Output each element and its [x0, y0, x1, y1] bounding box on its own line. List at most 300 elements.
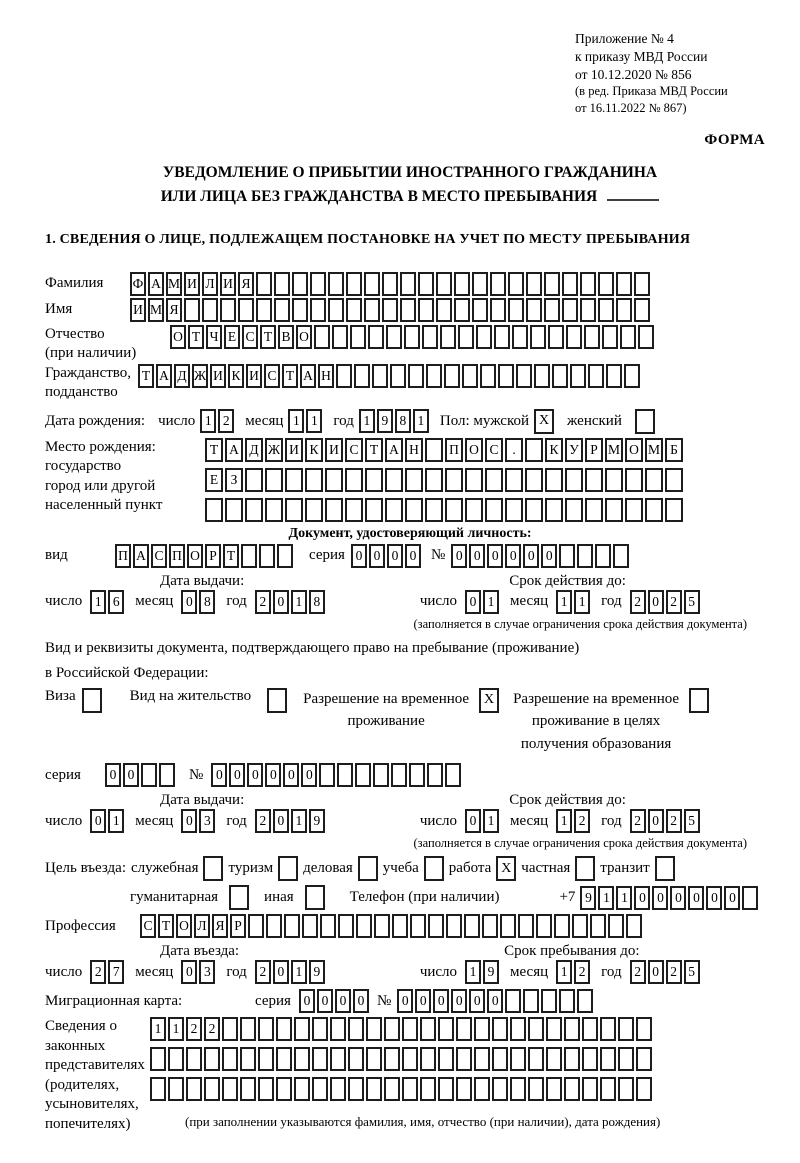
char-cell[interactable] [474, 1017, 490, 1041]
char-cell[interactable]: В [278, 325, 294, 349]
char-cell[interactable]: 2 [630, 960, 646, 984]
char-cell[interactable]: К [545, 438, 563, 462]
char-cell[interactable]: 0 [415, 989, 431, 1013]
char-cell[interactable]: П [115, 544, 131, 568]
char-cell[interactable]: 0 [273, 590, 289, 614]
char-cell[interactable]: 2 [666, 809, 682, 833]
char-cell[interactable]: 0 [351, 544, 367, 568]
char-cell[interactable]: Д [174, 364, 190, 388]
char-cell[interactable] [490, 298, 506, 322]
char-cell[interactable] [276, 1047, 292, 1071]
char-cell[interactable] [500, 914, 516, 938]
char-cell[interactable] [525, 438, 543, 462]
char-cell[interactable] [548, 325, 564, 349]
char-cell[interactable]: 1 [306, 409, 322, 433]
char-cell[interactable]: 0 [123, 763, 139, 787]
char-cell[interactable] [634, 298, 650, 322]
char-cell[interactable]: 1 [168, 1017, 184, 1041]
char-cell[interactable] [582, 1017, 598, 1041]
char-cell[interactable] [391, 763, 407, 787]
char-cell[interactable] [665, 498, 683, 522]
char-cell[interactable]: 0 [433, 989, 449, 1013]
char-cell[interactable]: 0 [353, 989, 369, 1013]
char-cell[interactable] [525, 498, 543, 522]
char-cell[interactable] [582, 1047, 598, 1071]
char-cell[interactable]: Ж [192, 364, 208, 388]
char-cell[interactable] [564, 1017, 580, 1041]
char-cell[interactable]: 5 [684, 960, 700, 984]
char-cell[interactable] [366, 1047, 382, 1071]
char-cell[interactable] [373, 763, 389, 787]
char-cell[interactable] [492, 1017, 508, 1041]
char-cell[interactable] [404, 325, 420, 349]
char-cell[interactable]: 1 [556, 960, 572, 984]
char-cell[interactable] [184, 298, 200, 322]
char-cell[interactable]: П [445, 438, 463, 462]
char-cell[interactable] [222, 1077, 238, 1101]
char-cell[interactable] [328, 298, 344, 322]
char-cell[interactable]: А [300, 364, 316, 388]
char-cell[interactable] [241, 544, 257, 568]
char-cell[interactable] [305, 468, 323, 492]
char-cell[interactable]: 1 [200, 409, 216, 433]
char-cell[interactable] [372, 364, 388, 388]
char-cell[interactable]: О [465, 438, 483, 462]
char-cell[interactable]: 0 [181, 960, 197, 984]
char-cell[interactable] [386, 325, 402, 349]
char-cell[interactable] [312, 1017, 328, 1041]
char-cell[interactable] [636, 1017, 652, 1041]
char-cell[interactable] [294, 1077, 310, 1101]
char-cell[interactable] [616, 272, 632, 296]
char-cell[interactable] [284, 914, 300, 938]
char-cell[interactable]: Е [205, 468, 223, 492]
char-cell[interactable] [248, 914, 264, 938]
char-cell[interactable] [620, 325, 636, 349]
char-cell[interactable]: Р [230, 914, 246, 938]
char-cell[interactable] [445, 468, 463, 492]
char-cell[interactable]: 0 [273, 809, 289, 833]
char-cell[interactable] [498, 364, 514, 388]
char-cell[interactable] [541, 989, 557, 1013]
char-cell[interactable] [525, 468, 543, 492]
char-cell[interactable]: 0 [283, 763, 299, 787]
char-cell[interactable] [385, 498, 403, 522]
char-cell[interactable]: М [166, 272, 182, 296]
char-cell[interactable] [559, 989, 575, 1013]
char-cell[interactable] [600, 1047, 616, 1071]
char-cell[interactable]: 9 [580, 886, 596, 910]
char-cell[interactable] [566, 325, 582, 349]
char-cell[interactable] [220, 298, 236, 322]
char-cell[interactable]: 2 [574, 960, 590, 984]
char-cell[interactable]: О [296, 325, 312, 349]
char-cell[interactable]: Ж [265, 438, 283, 462]
char-cell[interactable]: У [565, 438, 583, 462]
char-cell[interactable] [564, 1047, 580, 1071]
char-cell[interactable]: 0 [273, 960, 289, 984]
char-cell[interactable]: 0 [706, 886, 722, 910]
char-cell[interactable] [319, 763, 335, 787]
char-cell[interactable] [314, 325, 330, 349]
char-cell[interactable] [385, 468, 403, 492]
char-cell[interactable] [240, 1047, 256, 1071]
char-cell[interactable]: 8 [199, 590, 215, 614]
char-cell[interactable]: С [345, 438, 363, 462]
char-cell[interactable]: Т [260, 325, 276, 349]
char-cell[interactable] [285, 468, 303, 492]
char-cell[interactable] [456, 1077, 472, 1101]
char-cell[interactable]: К [305, 438, 323, 462]
char-cell[interactable] [530, 325, 546, 349]
char-cell[interactable] [294, 1047, 310, 1071]
char-cell[interactable]: 1 [483, 809, 499, 833]
char-cell[interactable] [266, 914, 282, 938]
char-cell[interactable] [354, 364, 370, 388]
char-cell[interactable] [665, 468, 683, 492]
char-cell[interactable] [636, 1047, 652, 1071]
char-cell[interactable] [585, 468, 603, 492]
char-cell[interactable] [590, 914, 606, 938]
char-cell[interactable] [742, 886, 758, 910]
char-cell[interactable] [240, 1077, 256, 1101]
char-cell[interactable]: 2 [574, 809, 590, 833]
char-cell[interactable]: Н [405, 438, 423, 462]
char-cell[interactable] [508, 272, 524, 296]
char-cell[interactable] [159, 763, 175, 787]
char-cell[interactable]: 0 [469, 544, 485, 568]
char-cell[interactable] [222, 1017, 238, 1041]
char-cell[interactable] [474, 1077, 490, 1101]
char-cell[interactable]: 0 [487, 544, 503, 568]
char-cell[interactable]: А [156, 364, 172, 388]
char-cell[interactable]: 2 [255, 590, 271, 614]
char-cell[interactable] [405, 468, 423, 492]
char-cell[interactable]: 0 [541, 544, 557, 568]
char-cell[interactable]: 0 [724, 886, 740, 910]
char-cell[interactable] [422, 325, 438, 349]
char-cell[interactable] [204, 1047, 220, 1071]
char-cell[interactable] [325, 468, 343, 492]
char-cell[interactable]: О [625, 438, 643, 462]
char-cell[interactable] [544, 298, 560, 322]
char-cell[interactable] [585, 498, 603, 522]
char-cell[interactable] [595, 544, 611, 568]
char-cell[interactable] [635, 409, 655, 434]
char-cell[interactable]: 0 [451, 989, 467, 1013]
char-cell[interactable]: 5 [684, 809, 700, 833]
char-cell[interactable] [402, 1047, 418, 1071]
char-cell[interactable]: Л [202, 272, 218, 296]
char-cell[interactable] [418, 272, 434, 296]
char-cell[interactable]: М [605, 438, 623, 462]
char-cell[interactable] [565, 468, 583, 492]
char-cell[interactable]: Т [158, 914, 174, 938]
char-cell[interactable] [472, 298, 488, 322]
char-cell[interactable] [464, 914, 480, 938]
char-cell[interactable] [400, 298, 416, 322]
char-cell[interactable] [485, 498, 503, 522]
char-cell[interactable] [384, 1077, 400, 1101]
char-cell[interactable]: 1 [413, 409, 429, 433]
char-cell[interactable] [606, 364, 622, 388]
char-cell[interactable]: С [151, 544, 167, 568]
char-cell[interactable]: 1 [288, 409, 304, 433]
char-cell[interactable] [584, 325, 600, 349]
char-cell[interactable] [278, 856, 298, 881]
char-cell[interactable]: Д [245, 438, 263, 462]
char-cell[interactable] [600, 1077, 616, 1101]
char-cell[interactable] [305, 498, 323, 522]
char-cell[interactable]: 3 [199, 960, 215, 984]
char-cell[interactable]: 3 [199, 809, 215, 833]
char-cell[interactable] [355, 763, 371, 787]
char-cell[interactable] [292, 272, 308, 296]
char-cell[interactable]: 0 [648, 809, 664, 833]
char-cell[interactable] [510, 1077, 526, 1101]
char-cell[interactable]: 1 [150, 1017, 166, 1041]
char-cell[interactable] [222, 1047, 238, 1071]
char-cell[interactable]: 1 [556, 590, 572, 614]
char-cell[interactable] [436, 272, 452, 296]
char-cell[interactable] [382, 272, 398, 296]
char-cell[interactable] [528, 1047, 544, 1071]
char-cell[interactable] [276, 1077, 292, 1101]
char-cell[interactable]: 8 [309, 590, 325, 614]
char-cell[interactable]: 0 [317, 989, 333, 1013]
char-cell[interactable] [274, 298, 290, 322]
char-cell[interactable] [456, 1047, 472, 1071]
char-cell[interactable]: Н [318, 364, 334, 388]
char-cell[interactable] [409, 763, 425, 787]
char-cell[interactable]: 1 [108, 809, 124, 833]
char-cell[interactable] [277, 544, 293, 568]
char-cell[interactable]: 0 [634, 886, 650, 910]
char-cell[interactable] [462, 364, 478, 388]
char-cell[interactable] [608, 914, 624, 938]
char-cell[interactable] [577, 989, 593, 1013]
char-cell[interactable]: 0 [487, 989, 503, 1013]
char-cell[interactable] [645, 468, 663, 492]
char-cell[interactable]: С [140, 914, 156, 938]
char-cell[interactable]: З [225, 468, 243, 492]
char-cell[interactable] [580, 272, 596, 296]
char-cell[interactable] [310, 272, 326, 296]
char-cell[interactable] [505, 989, 521, 1013]
char-cell[interactable] [427, 763, 443, 787]
char-cell[interactable]: 0 [301, 763, 317, 787]
char-cell[interactable] [580, 298, 596, 322]
char-cell[interactable]: Ф [130, 272, 146, 296]
char-cell[interactable]: 1 [291, 960, 307, 984]
char-cell[interactable] [258, 1047, 274, 1071]
char-cell[interactable]: 0 [688, 886, 704, 910]
char-cell[interactable] [186, 1077, 202, 1101]
char-cell[interactable]: 8 [395, 409, 411, 433]
char-cell[interactable] [636, 1077, 652, 1101]
char-cell[interactable] [480, 364, 496, 388]
char-cell[interactable]: К [228, 364, 244, 388]
char-cell[interactable]: 1 [291, 590, 307, 614]
char-cell[interactable] [240, 1017, 256, 1041]
char-cell[interactable] [638, 325, 654, 349]
char-cell[interactable]: 0 [181, 590, 197, 614]
char-cell[interactable]: 0 [265, 763, 281, 787]
char-cell[interactable] [438, 1017, 454, 1041]
char-cell[interactable] [294, 1017, 310, 1041]
char-cell[interactable] [494, 325, 510, 349]
char-cell[interactable] [426, 364, 442, 388]
char-cell[interactable]: 0 [670, 886, 686, 910]
char-cell[interactable]: X [496, 856, 516, 881]
char-cell[interactable] [285, 498, 303, 522]
char-cell[interactable] [618, 1017, 634, 1041]
char-cell[interactable] [337, 763, 353, 787]
char-cell[interactable] [492, 1047, 508, 1071]
char-cell[interactable] [438, 1047, 454, 1071]
char-cell[interactable]: Я [166, 298, 182, 322]
char-cell[interactable]: 0 [299, 989, 315, 1013]
char-cell[interactable] [245, 468, 263, 492]
char-cell[interactable]: И [246, 364, 262, 388]
char-cell[interactable] [345, 468, 363, 492]
char-cell[interactable] [485, 468, 503, 492]
char-cell[interactable]: 0 [405, 544, 421, 568]
char-cell[interactable] [202, 298, 218, 322]
char-cell[interactable] [420, 1017, 436, 1041]
char-cell[interactable]: 1 [598, 886, 614, 910]
char-cell[interactable] [472, 272, 488, 296]
char-cell[interactable]: И [210, 364, 226, 388]
char-cell[interactable] [348, 1047, 364, 1071]
char-cell[interactable] [436, 298, 452, 322]
char-cell[interactable] [365, 498, 383, 522]
char-cell[interactable]: 1 [291, 809, 307, 833]
char-cell[interactable]: 0 [648, 590, 664, 614]
char-cell[interactable] [150, 1077, 166, 1101]
char-cell[interactable] [444, 364, 460, 388]
char-cell[interactable] [274, 272, 290, 296]
char-cell[interactable]: 1 [359, 409, 375, 433]
char-cell[interactable]: 2 [666, 590, 682, 614]
char-cell[interactable] [545, 468, 563, 492]
char-cell[interactable]: 9 [377, 409, 393, 433]
char-cell[interactable] [402, 1017, 418, 1041]
char-cell[interactable]: . [505, 438, 523, 462]
char-cell[interactable]: 9 [309, 960, 325, 984]
char-cell[interactable] [575, 856, 595, 881]
char-cell[interactable] [141, 763, 157, 787]
char-cell[interactable] [259, 544, 275, 568]
char-cell[interactable] [348, 1017, 364, 1041]
char-cell[interactable]: 2 [204, 1017, 220, 1041]
char-cell[interactable] [476, 325, 492, 349]
char-cell[interactable]: 0 [523, 544, 539, 568]
char-cell[interactable]: Т [188, 325, 204, 349]
char-cell[interactable]: 2 [630, 590, 646, 614]
char-cell[interactable] [364, 298, 380, 322]
char-cell[interactable] [689, 688, 709, 713]
char-cell[interactable]: 0 [397, 989, 413, 1013]
char-cell[interactable]: 0 [451, 544, 467, 568]
char-cell[interactable] [465, 468, 483, 492]
char-cell[interactable]: 6 [108, 590, 124, 614]
char-cell[interactable] [655, 856, 675, 881]
char-cell[interactable] [512, 325, 528, 349]
char-cell[interactable]: И [325, 438, 343, 462]
char-cell[interactable] [523, 989, 539, 1013]
char-cell[interactable] [400, 272, 416, 296]
char-cell[interactable]: Т [365, 438, 383, 462]
char-cell[interactable]: 0 [105, 763, 121, 787]
char-cell[interactable] [516, 364, 532, 388]
char-cell[interactable]: 9 [309, 809, 325, 833]
char-cell[interactable]: 0 [181, 809, 197, 833]
char-cell[interactable] [505, 468, 523, 492]
char-cell[interactable] [528, 1017, 544, 1041]
char-cell[interactable]: С [264, 364, 280, 388]
char-cell[interactable] [312, 1047, 328, 1071]
char-cell[interactable]: М [645, 438, 663, 462]
char-cell[interactable] [390, 364, 406, 388]
char-cell[interactable]: О [176, 914, 192, 938]
char-cell[interactable] [305, 885, 325, 910]
char-cell[interactable] [358, 856, 378, 881]
char-cell[interactable] [446, 914, 462, 938]
char-cell[interactable]: И [130, 298, 146, 322]
char-cell[interactable] [425, 498, 443, 522]
char-cell[interactable]: О [187, 544, 203, 568]
char-cell[interactable] [546, 1077, 562, 1101]
char-cell[interactable] [562, 272, 578, 296]
char-cell[interactable]: 1 [483, 590, 499, 614]
char-cell[interactable] [616, 298, 632, 322]
char-cell[interactable] [624, 364, 640, 388]
char-cell[interactable] [168, 1077, 184, 1101]
char-cell[interactable] [559, 544, 575, 568]
char-cell[interactable]: 1 [90, 590, 106, 614]
char-cell[interactable]: А [385, 438, 403, 462]
char-cell[interactable] [420, 1077, 436, 1101]
char-cell[interactable] [565, 498, 583, 522]
char-cell[interactable] [328, 272, 344, 296]
char-cell[interactable] [544, 272, 560, 296]
char-cell[interactable] [428, 914, 444, 938]
char-cell[interactable] [346, 298, 362, 322]
char-cell[interactable]: 0 [369, 544, 385, 568]
char-cell[interactable]: 2 [90, 960, 106, 984]
char-cell[interactable] [418, 298, 434, 322]
char-cell[interactable] [330, 1077, 346, 1101]
char-cell[interactable] [320, 914, 336, 938]
char-cell[interactable] [424, 856, 444, 881]
char-cell[interactable]: 0 [387, 544, 403, 568]
char-cell[interactable] [534, 364, 550, 388]
char-cell[interactable] [203, 856, 223, 881]
char-cell[interactable] [82, 688, 102, 713]
char-cell[interactable] [546, 1047, 562, 1071]
char-cell[interactable] [345, 498, 363, 522]
char-cell[interactable]: X [479, 688, 499, 713]
char-cell[interactable] [440, 325, 456, 349]
char-cell[interactable]: 2 [218, 409, 234, 433]
char-cell[interactable]: 9 [483, 960, 499, 984]
char-cell[interactable] [238, 298, 254, 322]
char-cell[interactable] [292, 298, 308, 322]
char-cell[interactable] [445, 763, 461, 787]
char-cell[interactable] [526, 272, 542, 296]
char-cell[interactable] [570, 364, 586, 388]
